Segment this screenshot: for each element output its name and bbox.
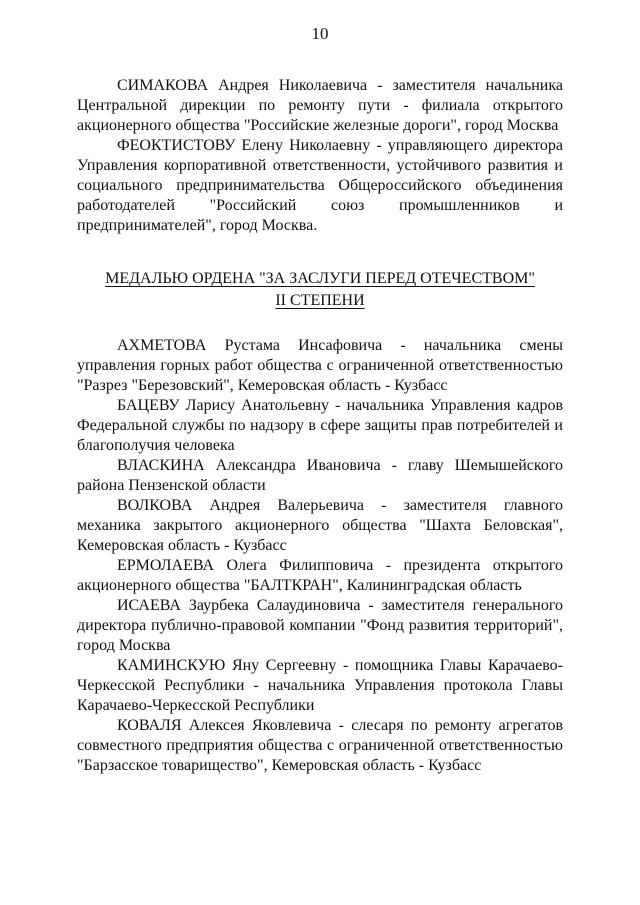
award-list (77, 336, 563, 776)
award-entry-feoktistova: ФЕОКТИСТОВУ Елену Николаевну - управляющего директора Управления корпоративной ответственности, устойчивого развития и социального предпринимательства Общероссийского объединения работодателей "Российский союз промышленников и предпринимателей", город Москва. (77, 137, 563, 234)
award-entry-batseva: БАЦЕВУ Ларису Анатольевну - начальника Управления кадров Федеральной службы по надзору в сфере защиты прав потребителей и благополучия человека (77, 397, 563, 454)
page-number: 10 (311, 24, 329, 43)
section-heading-line1: МЕДАЛЬЮ ОРДЕНА "ЗА ЗАСЛУГИ ПЕРЕД ОТЕЧЕСТВОМ" (105, 270, 535, 287)
intro-list (77, 76, 563, 236)
award-entry-simakov: СИМАКОВА Андрея Николаевича - заместителя начальника Центральной дирекции по ремонту пути - филиала открытого акционерного общества "Российские железные дороги", город Москва (77, 77, 563, 134)
award-entry-akhmetov: АХМЕТОВА Рустама Инсафовича - начальника смены управления горных работ общества с ограниченной ответственностью "Разрез "Березовский", Кемеровская область - Кузбасс (77, 337, 563, 394)
award-entry-kaminskaya: КАМИНСКУЮ Яну Сергеевну - помощника Главы Карачаево-Черкесской Республики - начальника Управления протокола Главы Карачаево-Черкесской Республики (77, 657, 563, 714)
award-entry-ermolaev: ЕРМОЛАЕВА Олега Филипповича - президента открытого акционерного общества "БАЛТКРАН", Калининградская область (77, 557, 563, 594)
award-entry-isaev: ИСАЕВА Заурбека Салаудиновича - заместителя генерального директора публично-правовой компании "Фонд развития территорий", город Москва (77, 597, 563, 654)
section-heading-line2: II СТЕПЕНИ (275, 292, 365, 309)
section-heading (77, 268, 563, 312)
award-entry-vlaskin: ВЛАСКИНА Александра Ивановича - главу Шемышейского района Пензенской области (77, 457, 563, 494)
award-entry-koval: КОВАЛЯ Алексея Яковлевича - слесаря по ремонту агрегатов совместного предприятия общества с ограниченной ответственностью "Барзасское товарищество", Кемеровская область - Кузбасс (77, 717, 563, 774)
award-entry-volkov: ВОЛКОВА Андрея Валерьевича - заместителя главного механика закрытого акционерного общества "Шахта Беловская", Кемеровская область - Кузбасс (77, 497, 563, 554)
